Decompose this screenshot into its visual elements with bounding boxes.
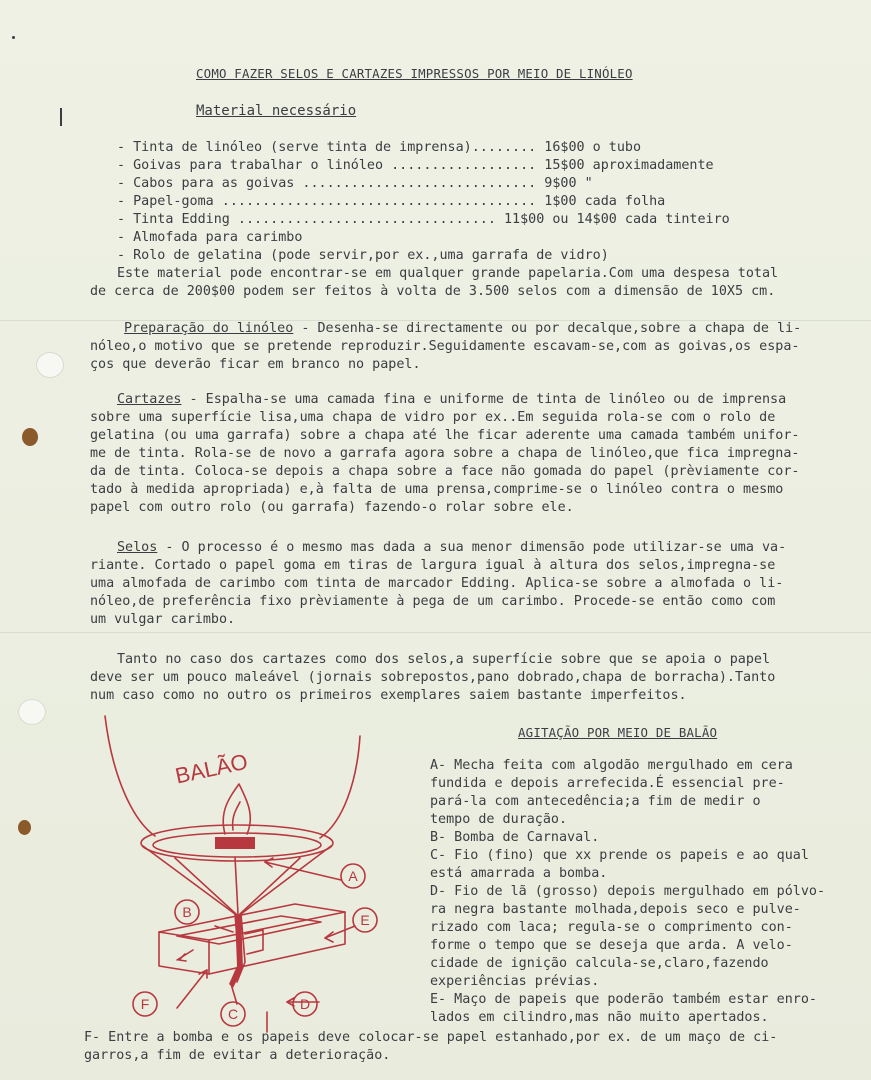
stain [22,428,38,446]
paragraph-line: Selos - O processo é o mesmo mas dada a sua menor dimensão pode utilizar-se uma va- [117,540,787,555]
marker-label: C [227,1006,239,1022]
marker-label: D [299,996,311,1012]
list-item: - Goivas para trabalhar o linóleo .................. 15$00 aproximadamente [117,158,714,173]
paragraph-line: um vulgar carimbo. [90,612,236,627]
legend-line: lados em cilindro,mas não muito apertados. [430,1010,769,1025]
paragraph-line: riante. Cortado o papel goma em tiras de largura igual à altura dos selos,impregna-se [90,558,776,573]
section-label: Selos [117,540,158,555]
legend-line: rizado com laca; regula-se o comprimento con- [430,920,793,935]
legend-line: experiências prévias. [430,974,600,989]
paragraph-line: nóleo,o motivo que se pretende reproduzir.Seguidamente escavam-se,com as goivas,os espa- [90,339,800,354]
list-item: - Cabos para as goivas ............................. 9$00 " [117,176,593,191]
legend-line: pará-la com antecedência;a fim de medir o [430,794,761,809]
paragraph-line: me de tinta. Rola-se de novo a garrafa agora sobre a chapa de linóleo,que fica impregna- [90,446,800,461]
list-item: - Tinta Edding ................................ 11$00 ou 14$00 cada tinteiro [117,212,730,227]
paragraph-line: num caso como no outro os primeiros exemplares saiem bastante imperfeitos. [90,688,687,703]
paragraph-line: nóleo,de preferência fixo prèviamente à pega de um carimbo. Procede-se então como com [90,594,776,609]
balloon-outline [105,716,155,836]
stain [18,820,31,835]
punch-hole [36,352,64,378]
paragraph-line: ços que deverão ficar em branco no papel. [90,357,421,372]
paragraph-line: Cartazes - Espalha-se uma camada fina e uniforme de tinta de linóleo ou de imprensa [117,392,787,407]
paragraph-line: sobre uma superfície lisa,uma chapa de vidro por ex..Em seguida rola-se com o rolo de [90,410,776,425]
legend-line: C- Fio (fino) que xx prende os papeis e ao qual [430,848,809,863]
marker-label: F [140,996,150,1012]
note-line: Este material pode encontrar-se em qualquer grande papelaria.Com uma despesa total [117,266,779,281]
paragraph-line: papel com outro rolo (ou garrafa) fazendo-o rolar sobre ele. [90,500,574,515]
legend-line: está amarrada a bomba. [430,866,608,881]
paragraph-line: deve ser um pouco maleável (jornais sobrepostos,pano dobrado,chapa de borracha).Tanto [90,670,776,685]
legend-line: fundida e depois arrefecida.É essencial pre- [430,776,785,791]
section-label: Cartazes [117,392,182,407]
speck [12,36,15,39]
footer-line: garros,a fim de evitar a deterioração. [84,1048,391,1063]
legend-line: tempo de duração. [430,812,568,827]
marker-label: A [348,868,358,884]
balloon-sketch [95,712,425,1034]
paragraph-line: uma almofada de carimbo com tinta de marcador Edding. Aplica-se sobre a almofada o li- [90,576,784,591]
marker-label: B [182,904,192,920]
document-title: COMO FAZER SELOS E CARTAZES IMPRESSOS POR MEIO DE LINÓLEO [196,66,633,81]
punch-hole [18,699,46,725]
marker-label: E [360,912,370,928]
materials-heading: Material necessário [196,103,357,119]
list-item: - Papel-goma ....................................... 1$00 cada folha [117,194,666,209]
balloon-outline [320,736,360,838]
balloon-label: BALÃO [172,748,250,789]
paragraph-line: da de tinta. Coloca-se depois a chapa sobre a face não gomada do papel (prèviamente cor- [90,464,800,479]
footer-line: F- Entre a bomba e os papeis deve colocar-se papel estanhado,por ex. de um maço de ci- [84,1030,778,1045]
wick-holder [215,837,255,849]
paragraph-line: Preparação do linóleo - Desenha-se directamente ou por decalque,sobre a chapa de li- [124,321,802,336]
section-label: Preparação do linóleo [124,321,294,336]
legend-line: E- Maço de papeis que poderão também estar enro- [430,992,817,1007]
legend-line: forme o tempo que se deseja que arda. A velo- [430,938,793,953]
fold-line [0,632,871,633]
balloon-drawing [95,712,425,1034]
paragraph-line: Tanto no caso dos cartazes como dos selos,a superfície sobre que se apoia o papel [117,652,771,667]
list-item: - Tinta de linóleo (serve tinta de imprensa)........ 16$00 o tubo [117,140,642,155]
legend-line: D- Fio de lã (grosso) depois mergulhado em pólvo- [430,884,826,899]
agitacao-heading: AGITAÇÃO POR MEIO DE BALÃO [518,725,718,740]
legend-line: A- Mecha feita com algodão mergulhado em cera [430,758,793,773]
paragraph-line: gelatina (ou uma garrafa) sobre a chapa até lhe ficar aderente uma camada também unifor- [90,428,800,443]
legend-line: ra negra bastante molhada,depois seco e pulve- [430,902,801,917]
list-item: - Rolo de gelatina (pode servir,por ex.,uma garrafa de vidro) [117,248,609,263]
paragraph-line: tado à medida apropriada) e,à falta de uma prensa,comprime-se o linóleo contra o mesmo [90,482,784,497]
list-item: - Almofada para carimbo [117,230,303,245]
margin-mark [60,108,62,126]
legend-line: cidade de ignição calcula-se,claro,fazendo [430,956,769,971]
legend-line: B- Bomba de Carnaval. [430,830,600,845]
note-line: de cerca de 200$00 podem ser feitos à volta de 3.500 selos com a dimensão de 10X5 cm. [90,284,776,299]
